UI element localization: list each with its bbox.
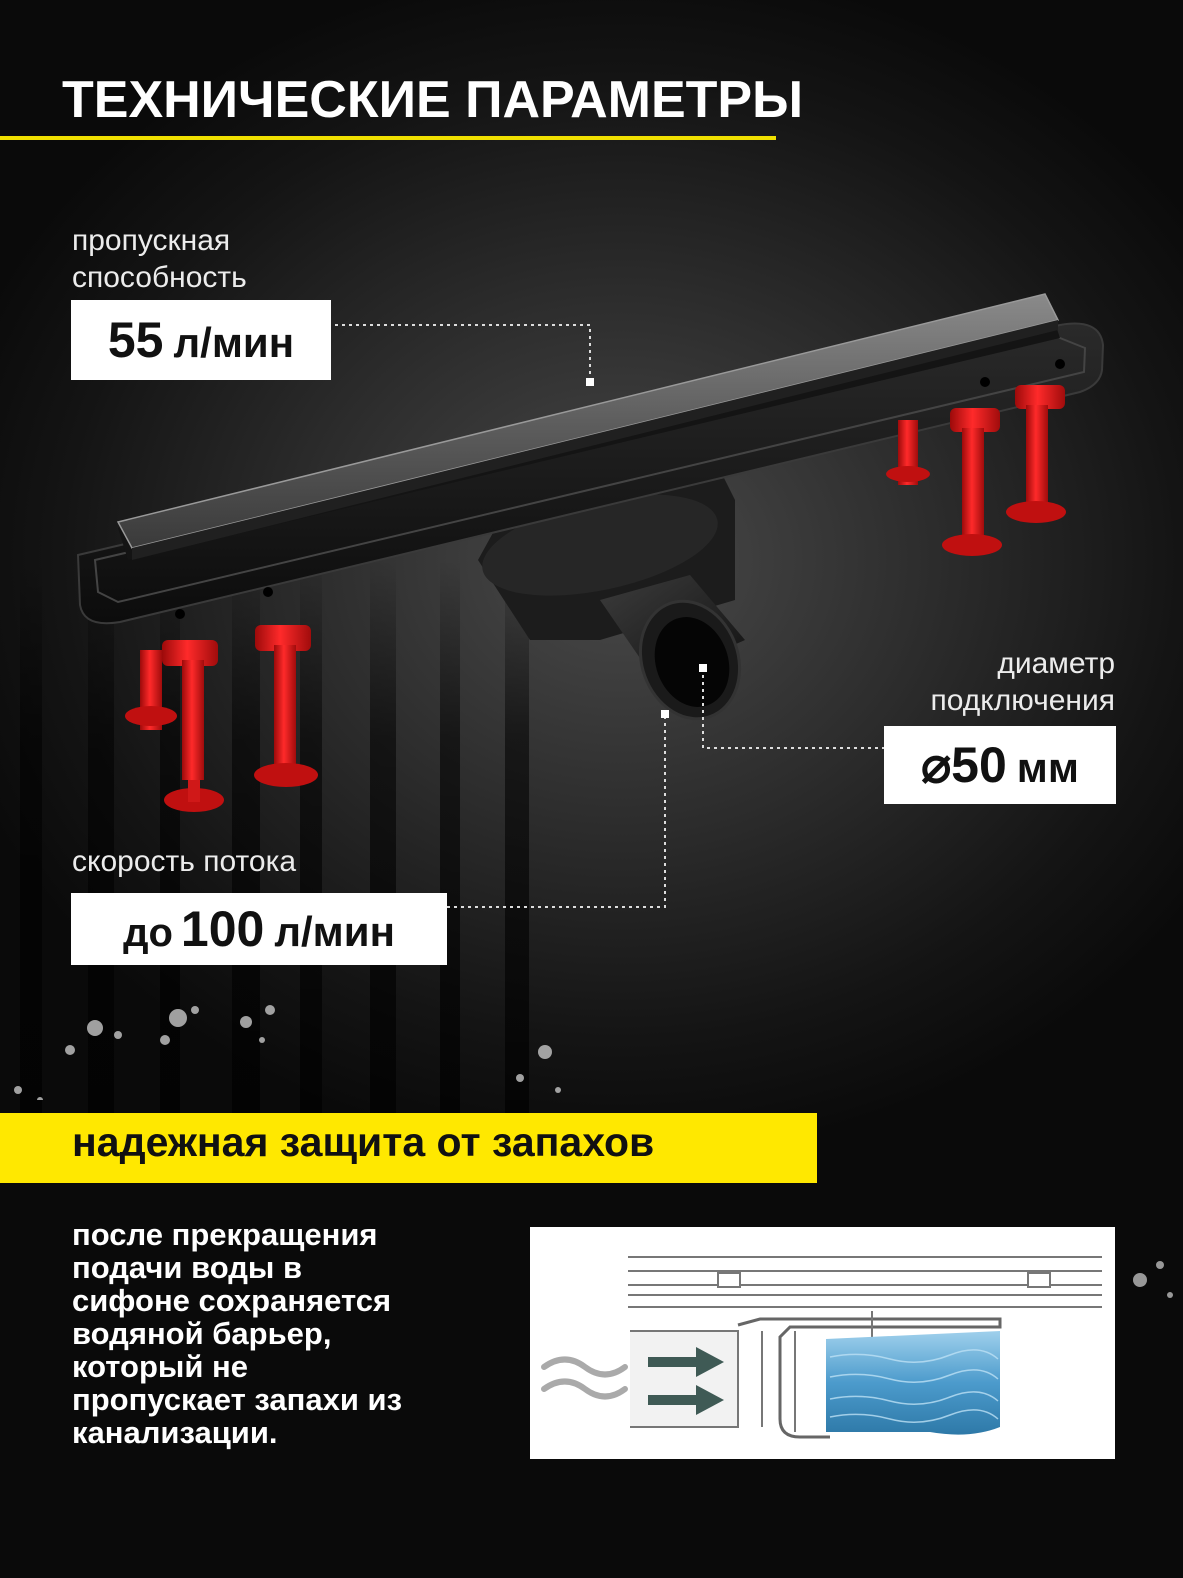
diameter-unit: мм bbox=[1016, 744, 1079, 791]
flow-speed-value-box bbox=[71, 893, 447, 965]
diameter-value: ⌀50 bbox=[921, 737, 1007, 793]
flow-speed-label: скорость потока bbox=[72, 845, 297, 878]
throughput-value: 55 bbox=[107, 312, 164, 368]
diameter-value-box bbox=[884, 726, 1116, 804]
water-seal-diagram bbox=[530, 1227, 1115, 1459]
odor-waves bbox=[544, 1360, 625, 1397]
throughput-unit: л/мин bbox=[173, 319, 295, 366]
throughput-label: пропускная способность bbox=[72, 224, 247, 294]
water-seal-diagram-drawing bbox=[530, 1227, 1115, 1459]
throughput-value-box bbox=[71, 300, 331, 380]
flow-speed-value: 100 bbox=[180, 901, 265, 957]
siphon-description: после прекращения подачи воды в сифоне сохраняется водяной барьер, который не пропускает запахи из канализации. bbox=[72, 1217, 402, 1450]
odor-protection-banner-text: надежная защита от запахов bbox=[72, 1119, 655, 1165]
water-droplets bbox=[14, 1005, 561, 1100]
water-droplets-right bbox=[1110, 1240, 1183, 1340]
page-title: ТЕХНИЧЕСКИЕ ПАРАМЕТРЫ bbox=[62, 71, 804, 129]
flow-speed-unit: л/мин bbox=[274, 908, 395, 955]
flow-speed-prefix: до bbox=[123, 911, 173, 955]
diameter-label: диаметр подключения bbox=[930, 647, 1115, 717]
